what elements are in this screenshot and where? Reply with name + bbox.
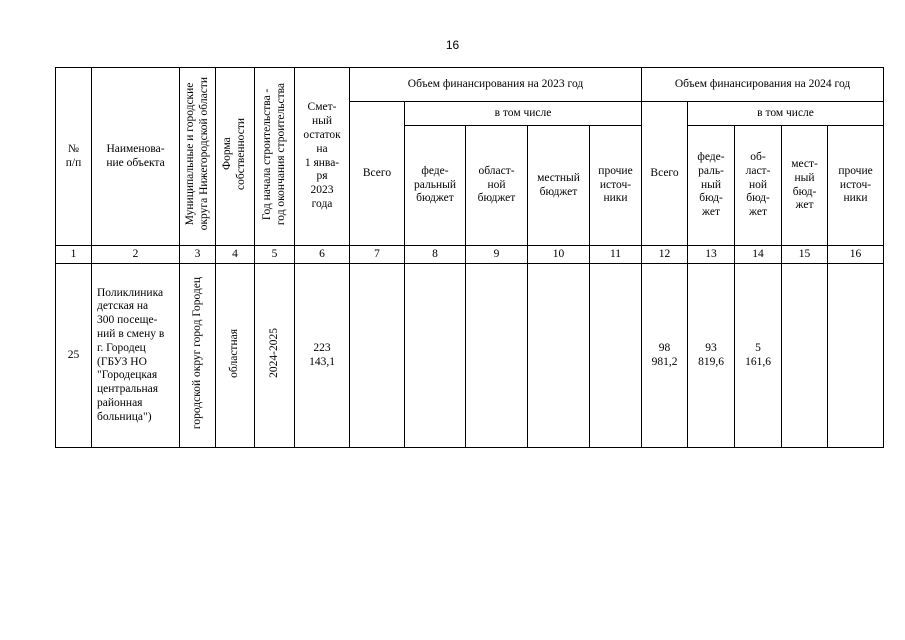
- column-number: 15: [782, 246, 828, 264]
- header-name: Наименова- ние объекта: [92, 68, 180, 246]
- column-number: 9: [466, 246, 528, 264]
- column-number: 12: [642, 246, 688, 264]
- column-number: 4: [216, 246, 255, 264]
- row-years: 2024-2025: [255, 264, 295, 448]
- page-number: 16: [445, 38, 460, 52]
- header-municipality: Муниципальные и городские округа Нижегородской области: [180, 68, 216, 246]
- header-including-2024: в том числе: [688, 102, 884, 126]
- header-financing-2024: Объем финансирования на 2024 год: [642, 68, 884, 102]
- column-number-row: [56, 246, 884, 264]
- header-total-2024: Всего: [642, 102, 688, 246]
- header-regional-2024: об- ласт- ной бюд- жет: [735, 126, 782, 246]
- financing-table: [55, 67, 884, 448]
- header-federal-2023: феде- ральный бюджет: [405, 126, 466, 246]
- header-num: № п/п: [56, 68, 92, 246]
- column-number: 13: [688, 246, 735, 264]
- column-number: 8: [405, 246, 466, 264]
- header-other-2024: прочие источ- ники: [828, 126, 884, 246]
- column-number: 2: [92, 246, 180, 264]
- object-name: Поликлиника детская на 300 посеще- ний в смену в г. Городец (ГБУЗ НО "Городецкая центральная районная больница"): [92, 264, 180, 448]
- row-total-2023: [350, 264, 405, 448]
- column-number: 16: [828, 246, 884, 264]
- header-local-2024: мест- ный бюд- жет: [782, 126, 828, 246]
- row-local-2023: [528, 264, 590, 448]
- row-estimate: 223 143,1: [295, 264, 350, 448]
- header-other-2023: прочие источ- ники: [590, 126, 642, 246]
- table-row: [56, 264, 884, 448]
- row-federal-2023: [405, 264, 466, 448]
- header-local-2023: местный бюджет: [528, 126, 590, 246]
- row-ownership: областная: [216, 264, 255, 448]
- row-federal-2024: 93 819,6: [688, 264, 735, 448]
- header-total-2023: Всего: [350, 102, 405, 246]
- column-number: 14: [735, 246, 782, 264]
- header-years: Год начала строительства - год окончания строительства: [255, 68, 295, 246]
- header-including-2023: в том числе: [405, 102, 642, 126]
- row-regional-2023: [466, 264, 528, 448]
- row-municipality: городской округ город Городец: [180, 264, 216, 448]
- row-local-2024: [782, 264, 828, 448]
- column-number: 1: [56, 246, 92, 264]
- row-other-2024: [828, 264, 884, 448]
- column-number: 7: [350, 246, 405, 264]
- column-number: 10: [528, 246, 590, 264]
- row-total-2024: 98 981,2: [642, 264, 688, 448]
- row-num: 25: [56, 264, 92, 448]
- header-ownership: Форма собственности: [216, 68, 255, 246]
- header-regional-2023: област- ной бюджет: [466, 126, 528, 246]
- header-federal-2024: феде- раль- ный бюд- жет: [688, 126, 735, 246]
- header-estimate: Смет- ный остаток на 1 янва- ря 2023 года: [295, 68, 350, 246]
- header-financing-2023: Объем финансирования на 2023 год: [350, 68, 642, 102]
- row-other-2023: [590, 264, 642, 448]
- column-number: 11: [590, 246, 642, 264]
- column-number: 3: [180, 246, 216, 264]
- column-number: 5: [255, 246, 295, 264]
- column-number: 6: [295, 246, 350, 264]
- row-regional-2024: 5 161,6: [735, 264, 782, 448]
